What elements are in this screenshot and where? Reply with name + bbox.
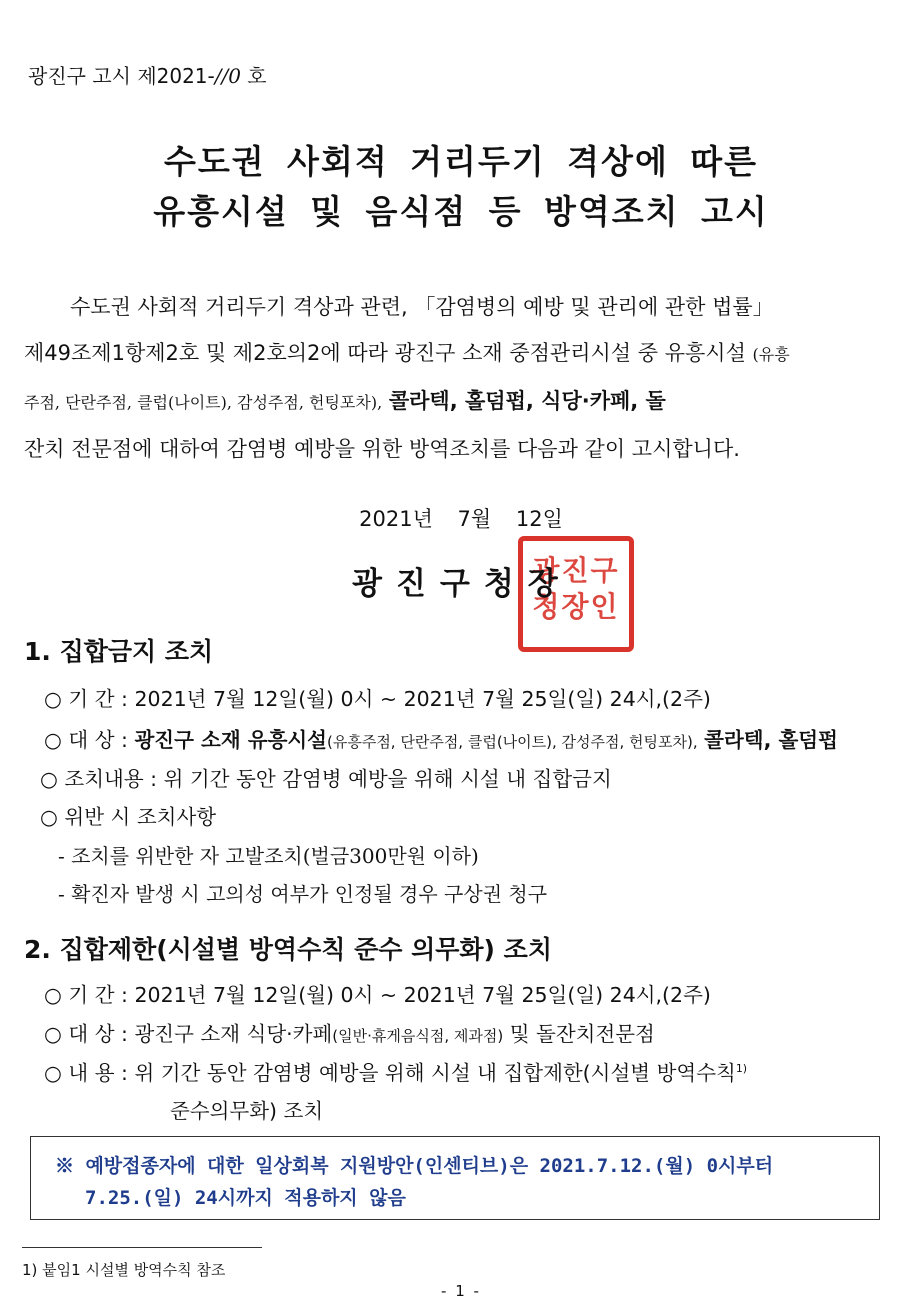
notice-prefix: 광진구 고시 제2021- [28, 64, 215, 88]
section2-target-row [44, 1017, 655, 1047]
intro-line-1: 수도권 사회적 거리두기 격상과 관련, 「감염병의 예방 및 관리에 관한 법률」 [70, 295, 774, 319]
section1-violation-heading: ○ 위반 시 조치사항 [40, 805, 217, 829]
intro-line-3-main: 콜라텍, 홀덤펍, 식당·카페, 돌 [388, 389, 666, 413]
section1-target-label: ○ 대 상 : [44, 728, 128, 752]
section1-period-label: ○ 기 간 : [44, 687, 128, 711]
section2-target-label: ○ 대 상 : [44, 1022, 128, 1046]
section2-content-value-line1: 위 기간 동안 감염병 예방을 위해 시설 내 집합제한(시설별 방역수칙 [134, 1061, 736, 1085]
section2-target-detail: (일반·휴게음식점, 제과점) [332, 1027, 504, 1045]
intro-line-2-main: 제49조제1항제2호 및 제2호의2에 따라 광진구 소재 중점관리시설 중 유흥시설 [24, 341, 746, 365]
issue-date: 2021년 7월 12일 [359, 507, 563, 531]
intro-paragraph [24, 284, 890, 472]
section2-period-value: 2021년 7월 12일(월) 0시 ~ 2021년 7월 25일(일) 24시,(2주) [134, 983, 711, 1007]
section2-period-row [44, 978, 711, 1008]
section2-content-row [44, 1056, 747, 1086]
notice-handwritten-number: //0 [214, 64, 241, 88]
incentive-notice-box [30, 1136, 880, 1220]
seal-text-line2: 청장인 [532, 590, 620, 623]
page-number: - 1 - [441, 1282, 481, 1300]
section1-violation-item: - 조치를 위반한 자 고발조치(벌금300만원 이하) [58, 844, 479, 868]
intro-line-3 [24, 378, 890, 426]
notice-suffix: 호 [240, 64, 267, 88]
section1-target-detail: (유흥주점, 단란주점, 클럽(나이트), 감성주점, 헌팅포차), [327, 733, 698, 751]
intro-line-2-small: (유흥 [752, 345, 790, 364]
section2-target-main: 광진구 소재 식당·카페 [134, 1022, 333, 1046]
section1-target-row [44, 723, 838, 753]
section1-period-value: 2021년 7월 12일(월) 0시 ~ 2021년 7월 25일(일) 24시,(2주) [134, 687, 711, 711]
section2-target-extra: 및 돌잔치전문점 [509, 1022, 655, 1046]
section1-violation-item: - 확진자 발생 시 고의성 여부가 인정될 경우 구상권 청구 [58, 882, 548, 906]
section1-content-value: 위 기간 동안 감염병 예방을 위해 시설 내 집합금지 [163, 767, 612, 791]
section2-content-value-line2: 준수의무화) 조치 [170, 1099, 324, 1123]
section1-heading: 1. 집합금지 조치 [24, 637, 214, 666]
section1-target-main: 광진구 소재 유흥시설 [134, 728, 327, 752]
section1-content-row [40, 762, 612, 792]
intro-line-3-small: 주점, 단란주점, 클럽(나이트), 감성주점, 헌팅포차), [24, 393, 383, 412]
incentive-notice-line1: ※ 예방접종자에 대한 일상회복 지원방안(인센티브)은 2021.7.12.(월) 0시부터 [55, 1155, 774, 1177]
section2-content-label: ○ 내 용 : [44, 1061, 128, 1085]
incentive-notice-line2: 7.25.(일) 24시까지 적용하지 않음 [85, 1187, 406, 1209]
footnote-text: 1) 붙임1 시설별 방역수칙 참조 [22, 1261, 226, 1279]
signer-name: 광진구청장 [352, 566, 572, 602]
intro-line-4: 잔치 전문점에 대하여 감염병 예방을 위한 방역조치를 다음과 같이 고시합니다. [24, 437, 740, 461]
seal-text-line1: 광진구 [532, 554, 620, 587]
notice-number [28, 60, 267, 89]
section1-content-label: ○ 조치내용 : [40, 767, 158, 791]
section1-period-row [44, 682, 711, 712]
document-title-line2: 유흥시설 및 음식점 등 방역조치 고시 [153, 192, 769, 231]
intro-line-2 [24, 330, 890, 378]
document-title-line1: 수도권 사회적 거리두기 격상에 따른 [163, 142, 759, 181]
section2-heading: 2. 집합제한(시설별 방역수칙 준수 의무화) 조치 [24, 935, 552, 964]
footnote-reference: 1) [735, 1062, 748, 1076]
section1-target-extra: 콜라텍, 홀덤펍 [704, 728, 838, 752]
footnote-divider [22, 1247, 262, 1248]
section2-period-label: ○ 기 간 : [44, 983, 128, 1007]
